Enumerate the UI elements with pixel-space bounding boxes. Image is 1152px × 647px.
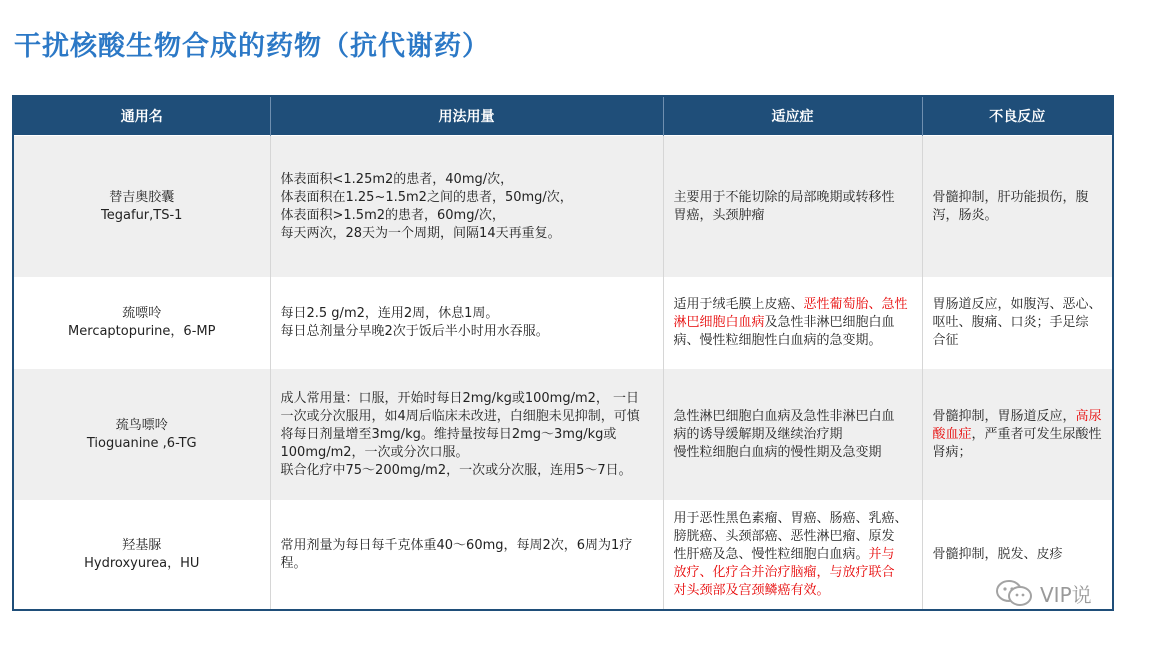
indication-text-normal: 血病、慢性粒细胞性白血病的急变期。 — [673, 315, 895, 348]
indication-line: 膀胱癌、头颈部癌、恶性淋巴瘤、原发 — [673, 528, 895, 544]
indication-text-normal: 及急性非淋巴细胞白 — [764, 315, 882, 330]
drug-name-cn: 羟基脲 — [122, 537, 162, 553]
indication-line: 胃癌，头颈肿瘤 — [673, 207, 765, 223]
adverse-text-normal: 骨髓抑制，胃肠道反应， — [932, 408, 1076, 424]
drug-name-en: Mercaptopurine，6-MP — [68, 324, 216, 339]
header-dosage: 用法用量 — [270, 96, 663, 136]
indication-line-highlight: 放疗、化疗合并治疗脑瘤，与放疗联合 — [673, 564, 895, 580]
table-row — [13, 501, 1113, 610]
dosage-line: 将每日剂量增至3mg/kg。维持量按每日2mg～3mg/kg或 — [280, 426, 617, 442]
indication-line: 急性淋巴细胞白血病及急性非淋巴白血 — [673, 408, 895, 424]
dosage-line: 每日总剂量分早晚2次于饭后半小时用水吞服。 — [280, 324, 549, 339]
dosage-line: 常用剂量为每日每千克体重40～60mg，每周2次，6周为1疗程。 — [280, 537, 633, 571]
table-row — [13, 369, 1113, 501]
dosage-line: 每天两次，28天为一个周期，间隔14天再重复。 — [280, 225, 561, 241]
adverse-text — [933, 408, 1103, 462]
drug-name-cn: 替吉奥胶囊 — [109, 189, 175, 205]
indication-text — [674, 296, 912, 350]
indication-text-normal: 适用于绒毛膜上皮癌、 — [673, 297, 804, 312]
indication-text-normal: 性肝癌及急、慢性粒细胞白血病。 — [673, 546, 869, 562]
header-generic-name: 通用名 — [13, 96, 270, 136]
indication-text-highlight: 性淋巴细胞白血病 — [673, 297, 908, 330]
drug-name-en: Tegafur,TS-1 — [101, 207, 183, 223]
indication-cell — [663, 278, 922, 369]
watermark-text: VIP说 — [1040, 582, 1092, 607]
dosage-cell — [270, 136, 663, 278]
drug-name-cell — [13, 136, 270, 278]
drug-name-cn: 巯鸟嘌呤 — [115, 417, 168, 433]
drug-name-cell — [13, 278, 270, 369]
page-title: 干扰核酸生物合成的药物（抗代谢药） — [14, 31, 490, 62]
adverse-cell — [922, 369, 1113, 501]
indication-cell — [663, 501, 922, 610]
table-row — [13, 136, 1113, 278]
dosage-line: 体表面积在1.25~1.5m2之间的患者，50mg/次， — [280, 189, 573, 205]
dosage-line: 100mg/m2，一次或分次口服。 — [280, 444, 469, 460]
dosage-line: 一次或分次服用，如4周后临床未改进，白细胞未见抑制，可慎 — [280, 408, 640, 424]
adverse-line: 骨髓抑制，肝功能损伤，腹 — [932, 189, 1089, 205]
table-header-row — [13, 96, 1113, 136]
header-adverse-reaction: 不良反应 — [922, 96, 1113, 136]
indication-cell — [663, 136, 922, 278]
indication-line: 病的诱导缓解期及继续治疗期 — [673, 426, 843, 442]
watermark — [994, 578, 1092, 608]
dosage-cell — [270, 501, 663, 610]
indication-line: 用于恶性黑色素瘤、胃癌、肠癌、乳癌、 — [673, 510, 908, 526]
adverse-cell — [922, 278, 1113, 369]
indication-line: 主要用于不能切除的局部晚期或转移性 — [673, 189, 895, 205]
adverse-line: 骨髓抑制，脱发、皮疹 — [932, 546, 1063, 562]
dosage-line: 成人常用量：口服，开始时每日2mg/kg或100mg/m2， 一日 — [280, 390, 640, 406]
drug-name-cell — [13, 501, 270, 610]
adverse-line: 泻，肠炎。 — [932, 207, 998, 223]
dosage-line: 体表面积>1.5m2的患者，60mg/次， — [280, 207, 505, 223]
drug-name-cn: 巯嘌呤 — [122, 306, 162, 321]
adverse-text-normal: ，严重者可发生尿 — [971, 426, 1076, 442]
adverse-line: 合征 — [932, 333, 959, 348]
adverse-cell — [922, 136, 1113, 278]
dosage-line: 每日2.5 g/m2，连用2周，休息1周。 — [280, 306, 499, 321]
dosage-cell — [270, 369, 663, 501]
indication-text-highlight: 并与 — [868, 546, 895, 562]
drug-name-cell — [13, 369, 270, 501]
drug-table — [12, 95, 1114, 611]
dosage-line: 体表面积<1.25m2的患者，40mg/次， — [280, 171, 514, 187]
dosage-line: 联合化疗中75～200mg/m2，一次或分次服，连用5～7日。 — [280, 462, 632, 478]
header-indication: 适应症 — [663, 96, 922, 136]
indication-text-highlight: 恶性葡萄胎、急 — [803, 297, 895, 312]
drug-name-en: Hydroxyurea，HU — [84, 555, 200, 571]
dosage-cell — [270, 278, 663, 369]
adverse-text-normal: 酸性肾病； — [932, 426, 1102, 460]
table-row — [13, 278, 1113, 369]
drug-name-en: Tioguanine ,6-TG — [86, 435, 197, 451]
indication-line — [674, 546, 912, 564]
adverse-line: 胃肠道反应，如腹泻、恶心、 — [932, 297, 1102, 312]
adverse-line: 呕吐、腹痛、口炎；手足综 — [932, 315, 1089, 330]
indication-line-highlight: 对头颈部及宫颈鳞癌有效。 — [673, 582, 830, 598]
indication-line: 慢性粒细胞白血病的慢性期及急变期 — [673, 444, 882, 460]
adverse-text-highlight: 高尿酸血症 — [932, 408, 1102, 442]
indication-cell — [663, 369, 922, 501]
chat-bubble-icon — [994, 578, 1034, 608]
